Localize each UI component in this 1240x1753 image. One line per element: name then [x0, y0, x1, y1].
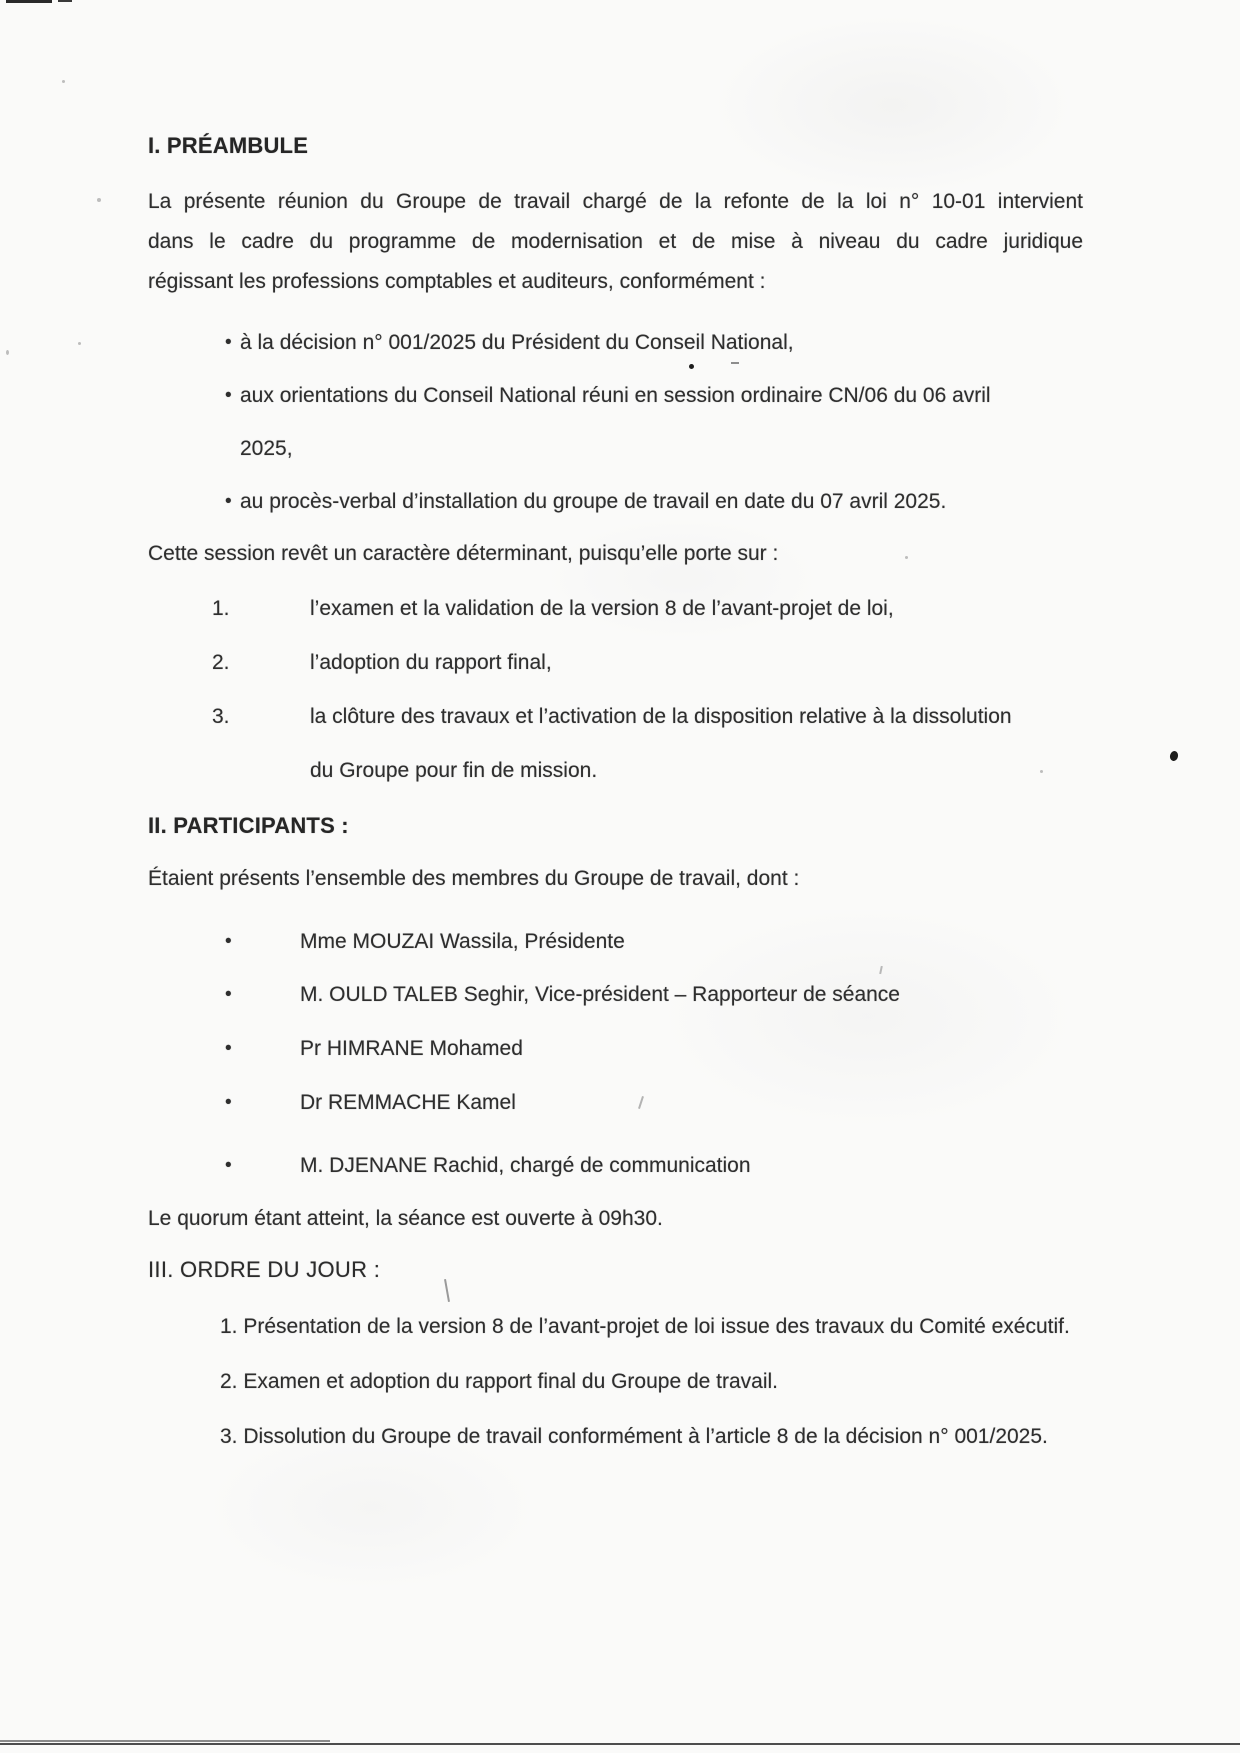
bullet-item-orientations: [225, 382, 991, 410]
participant-row: [225, 1152, 751, 1180]
participant-name: Dr REMMACHE Kamel: [300, 1091, 516, 1114]
bullet-icon: •: [225, 984, 232, 1005]
participant-row: [225, 1089, 516, 1117]
scan-speck: [731, 362, 739, 364]
item-text: la clôture des travaux et l’activation de la disposition relative à la dissolution: [310, 705, 1012, 728]
numbered-item-2: [212, 649, 552, 677]
participant-name: Mme MOUZAI Wassila, Présidente: [300, 930, 625, 953]
scan-speck: [689, 364, 694, 369]
bullet-icon: •: [225, 931, 232, 952]
participant-name: Pr HIMRANE Mohamed: [300, 1037, 523, 1060]
agenda-item-1: 1. Présentation de la version 8 de l’avant-projet de loi issue des travaux du Comité exécutif.: [220, 1315, 1070, 1338]
scan-speck: [97, 198, 101, 202]
scan-ink-dot: [1169, 750, 1179, 762]
scan-bottom-edge-line: [0, 1740, 330, 1742]
bullet-text: aux orientations du Conseil National réuni en session ordinaire CN/06 du 06 avril: [240, 384, 991, 407]
item-number: 1.: [212, 597, 230, 620]
scan-bottom-edge-line: [0, 1743, 1240, 1745]
participant-name: M. OULD TALEB Seghir, Vice-président – Rapporteur de séance: [300, 983, 900, 1006]
quorum-text: Le quorum étant atteint, la séance est ouverte à 09h30.: [148, 1207, 663, 1230]
section-preambule-heading: I. PRÉAMBULE: [148, 133, 309, 158]
bullet-item-orientations-continuation: 2025,: [240, 437, 293, 460]
participant-name: M. DJENANE Rachid, chargé de communication: [300, 1154, 751, 1177]
participants-intro-text: Étaient présents l’ensemble des membres du Groupe de travail, dont :: [148, 867, 800, 890]
paragraph-line: régissant les professions comptables et auditeurs, conformément :: [148, 270, 766, 293]
scan-edge-mark: [58, 0, 72, 2]
scan-stray-mark: [444, 1279, 450, 1302]
bullet-item-proces-verbal: [225, 488, 946, 516]
bullet-icon: •: [225, 1038, 232, 1059]
agenda-item-2: 2. Examen et adoption du rapport final du Groupe de travail.: [220, 1370, 779, 1393]
bullet-item-decision: [225, 329, 794, 357]
item-number: 3.: [212, 705, 230, 728]
participant-row: [225, 1035, 523, 1063]
agenda-item-3: 3. Dissolution du Groupe de travail conformément à l’article 8 de la décision n° 001/2025.: [220, 1425, 1048, 1448]
bullet-icon: •: [225, 491, 232, 512]
participant-row: [225, 928, 625, 956]
bullet-text: à la décision n° 001/2025 du Président du Conseil National,: [240, 331, 794, 354]
scan-speck: [6, 350, 9, 355]
session-intro-text: Cette session revêt un caractère déterminant, puisqu’elle porte sur :: [148, 542, 779, 565]
item-text: l’adoption du rapport final,: [310, 651, 552, 674]
scan-edge-mark: [6, 0, 52, 3]
numbered-item-3: [212, 703, 1012, 731]
section-ordre-du-jour-heading: III. ORDRE DU JOUR :: [148, 1257, 381, 1282]
paragraph-line: La présente réunion du Groupe de travail chargé de la refonte de la loi n° 10-01 intervient: [148, 190, 1083, 213]
bullet-icon: •: [225, 385, 232, 406]
bullet-icon: •: [225, 332, 232, 353]
scan-speck: [78, 342, 81, 345]
scan-speck: [905, 556, 908, 559]
participant-row: [225, 981, 900, 1009]
scan-stray-mark: [879, 966, 883, 974]
item-number: 2.: [212, 651, 230, 674]
bullet-icon: •: [225, 1092, 232, 1113]
numbered-item-1: [212, 595, 894, 623]
section-participants-heading: II. PARTICIPANTS :: [148, 813, 349, 838]
scan-speck: [1040, 770, 1043, 773]
paragraph-line: dans le cadre du programme de modernisation et de mise à niveau du cadre juridique: [148, 230, 1083, 253]
item-text: l’examen et la validation de la version 8 de l’avant-projet de loi,: [310, 597, 894, 620]
preambule-paragraph: [148, 182, 1083, 302]
scan-speck: [62, 80, 65, 83]
bullet-icon: •: [225, 1155, 232, 1176]
bullet-text: au procès-verbal d’installation du groupe de travail en date du 07 avril 2025.: [240, 490, 947, 513]
numbered-item-3-continuation: du Groupe pour fin de mission.: [310, 759, 598, 782]
scan-stray-mark: [638, 1096, 644, 1109]
